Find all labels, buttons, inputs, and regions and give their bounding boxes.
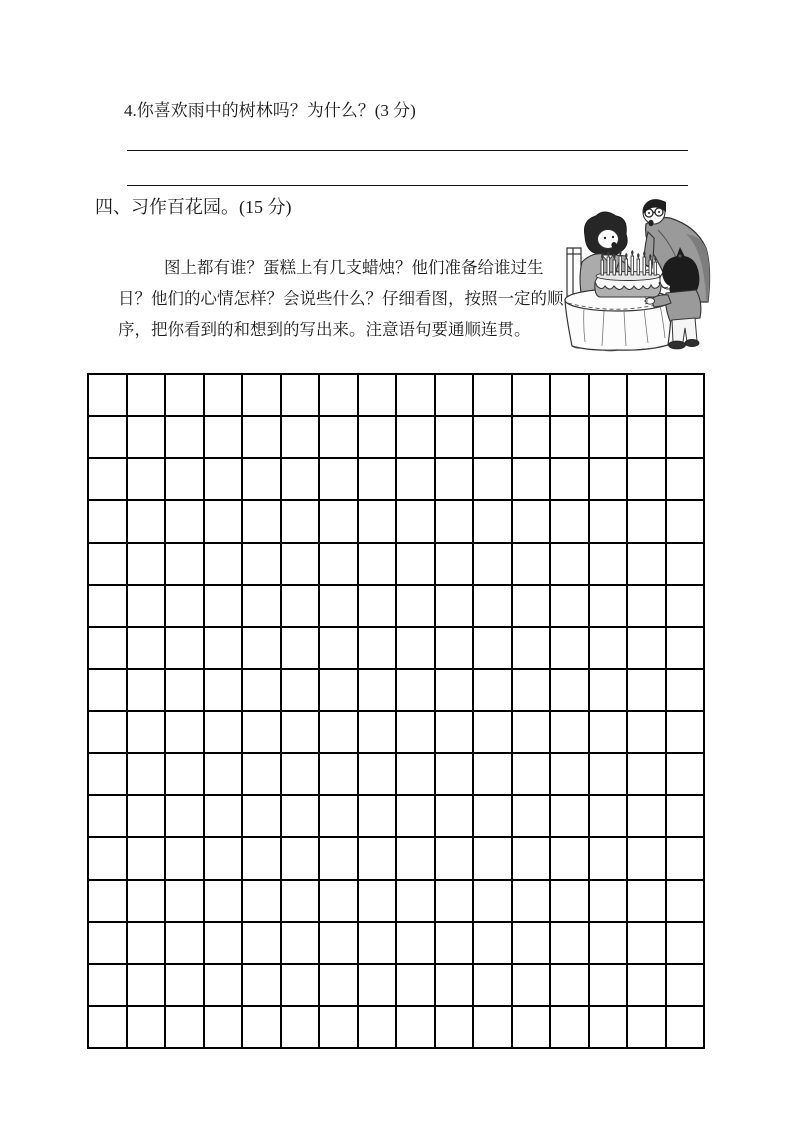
grid-cell bbox=[282, 881, 319, 921]
grid-cell bbox=[474, 459, 511, 499]
grid-cell bbox=[513, 838, 550, 878]
grid-cell bbox=[243, 459, 280, 499]
grid-cell bbox=[128, 796, 165, 836]
question-4-text: 4.你喜欢雨中的树林吗？为什么？(3 分) bbox=[124, 101, 416, 120]
grid-cell bbox=[89, 375, 126, 415]
grid-cell bbox=[590, 375, 627, 415]
grid-cell bbox=[513, 1007, 550, 1047]
grid-cell bbox=[667, 501, 704, 541]
grid-cell bbox=[551, 796, 588, 836]
grid-cell bbox=[359, 965, 396, 1005]
grid-cell bbox=[166, 838, 203, 878]
grid-cell bbox=[474, 417, 511, 457]
grid-cell bbox=[205, 586, 242, 626]
grid-cell bbox=[166, 965, 203, 1005]
grid-cell bbox=[205, 712, 242, 752]
grid-cell bbox=[397, 754, 434, 794]
grid-cell bbox=[205, 670, 242, 710]
grid-cell bbox=[436, 881, 473, 921]
grid-cell bbox=[551, 838, 588, 878]
grid-cell bbox=[359, 375, 396, 415]
grid-cell bbox=[667, 544, 704, 584]
grid-cell bbox=[320, 965, 357, 1005]
grid-cell bbox=[397, 670, 434, 710]
grid-cell bbox=[166, 881, 203, 921]
grid-cell bbox=[166, 670, 203, 710]
grid-cell bbox=[282, 501, 319, 541]
grid-cell bbox=[628, 417, 665, 457]
grid-cell bbox=[551, 965, 588, 1005]
grid-cell bbox=[590, 670, 627, 710]
grid-cell bbox=[320, 1007, 357, 1047]
grid-cell bbox=[243, 417, 280, 457]
grid-cell bbox=[513, 628, 550, 668]
grid-cell bbox=[89, 881, 126, 921]
grid-cell bbox=[166, 375, 203, 415]
grid-cell bbox=[551, 459, 588, 499]
grid-cell bbox=[513, 712, 550, 752]
grid-cell bbox=[282, 712, 319, 752]
grid-cell bbox=[89, 712, 126, 752]
grid-cell bbox=[128, 838, 165, 878]
grid-cell bbox=[89, 754, 126, 794]
grid-cell bbox=[397, 712, 434, 752]
grid-cell bbox=[320, 544, 357, 584]
grid-cell bbox=[590, 754, 627, 794]
grid-cell bbox=[590, 838, 627, 878]
instructions-paragraph bbox=[118, 252, 570, 345]
grid-cell bbox=[205, 628, 242, 668]
grid-cell bbox=[628, 628, 665, 668]
grid-cell bbox=[513, 544, 550, 584]
grid-cell bbox=[628, 670, 665, 710]
grid-cell bbox=[436, 628, 473, 668]
grid-cell bbox=[436, 375, 473, 415]
grid-cell bbox=[436, 796, 473, 836]
grid-cell bbox=[590, 586, 627, 626]
grid-cell bbox=[128, 881, 165, 921]
grid-cell bbox=[436, 838, 473, 878]
grid-cell bbox=[320, 670, 357, 710]
grid-cell bbox=[320, 375, 357, 415]
grid-cell bbox=[89, 838, 126, 878]
grid-cell bbox=[205, 796, 242, 836]
grid-cell bbox=[667, 796, 704, 836]
grid-cell bbox=[474, 544, 511, 584]
grid-cell bbox=[436, 544, 473, 584]
grid-cell bbox=[320, 796, 357, 836]
grid-cell bbox=[667, 586, 704, 626]
grid-cell bbox=[513, 923, 550, 963]
grid-cell bbox=[243, 501, 280, 541]
grid-cell bbox=[166, 923, 203, 963]
grid-cell bbox=[89, 965, 126, 1005]
grid-cell bbox=[397, 881, 434, 921]
grid-cell bbox=[243, 796, 280, 836]
grid-cell bbox=[128, 965, 165, 1005]
grid-cell bbox=[474, 923, 511, 963]
grid-cell bbox=[397, 838, 434, 878]
grid-cell bbox=[513, 754, 550, 794]
grid-cell bbox=[320, 712, 357, 752]
grid-cell bbox=[359, 796, 396, 836]
grid-cell bbox=[513, 459, 550, 499]
grid-cell bbox=[667, 712, 704, 752]
grid-cell bbox=[590, 923, 627, 963]
grid-cell bbox=[320, 881, 357, 921]
grid-cell bbox=[436, 965, 473, 1005]
grid-cell bbox=[436, 712, 473, 752]
grid-cell bbox=[436, 501, 473, 541]
grid-cell bbox=[513, 375, 550, 415]
grid-cell bbox=[320, 754, 357, 794]
grid-cell bbox=[89, 796, 126, 836]
grid-cell bbox=[205, 501, 242, 541]
grid-cell bbox=[513, 501, 550, 541]
grid-cell bbox=[590, 881, 627, 921]
grid-cell bbox=[436, 923, 473, 963]
grid-cell bbox=[551, 417, 588, 457]
grid-cell bbox=[436, 1007, 473, 1047]
grid-cell bbox=[128, 417, 165, 457]
grid-cell bbox=[282, 838, 319, 878]
grid-cell bbox=[282, 965, 319, 1005]
grid-cell bbox=[282, 796, 319, 836]
grid-cell bbox=[474, 796, 511, 836]
grid-cell bbox=[243, 544, 280, 584]
grid-cell bbox=[359, 544, 396, 584]
grid-cell bbox=[166, 628, 203, 668]
grid-cell bbox=[166, 586, 203, 626]
grid-cell bbox=[474, 501, 511, 541]
grid-cell bbox=[551, 923, 588, 963]
grid-cell bbox=[205, 881, 242, 921]
grid-cell bbox=[628, 965, 665, 1005]
grid-cell bbox=[667, 838, 704, 878]
grid-cell bbox=[667, 754, 704, 794]
grid-cell bbox=[89, 586, 126, 626]
grid-cell bbox=[320, 628, 357, 668]
grid-cell bbox=[166, 544, 203, 584]
grid-cell bbox=[551, 375, 588, 415]
grid-cell bbox=[320, 838, 357, 878]
grid-cell bbox=[205, 923, 242, 963]
grid-cell bbox=[282, 923, 319, 963]
grid-cell bbox=[282, 417, 319, 457]
grid-cell bbox=[128, 375, 165, 415]
grid-cell bbox=[397, 544, 434, 584]
grid-cell bbox=[128, 628, 165, 668]
grid-cell bbox=[243, 375, 280, 415]
grid-cell bbox=[89, 417, 126, 457]
grid-cell bbox=[628, 459, 665, 499]
grid-cell bbox=[397, 459, 434, 499]
instructions-line: 序，把你看到的和想到的写出来。注意语句要通顺连贯。 bbox=[118, 320, 531, 339]
grid-cell bbox=[243, 1007, 280, 1047]
grid-cell bbox=[551, 712, 588, 752]
grid-cell bbox=[474, 838, 511, 878]
grid-cell bbox=[551, 881, 588, 921]
grid-cell bbox=[359, 459, 396, 499]
grid-cell bbox=[628, 881, 665, 921]
section-title: 四、习作百花园。(15 分) bbox=[95, 197, 292, 217]
grid-cell bbox=[551, 501, 588, 541]
grid-cell bbox=[397, 501, 434, 541]
grid-cell bbox=[128, 586, 165, 626]
grid-cell bbox=[590, 1007, 627, 1047]
grid-cell bbox=[128, 923, 165, 963]
grid-cell bbox=[436, 417, 473, 457]
grid-cell bbox=[205, 375, 242, 415]
writing-grid bbox=[87, 373, 705, 1049]
grid-cell bbox=[590, 796, 627, 836]
grid-cell bbox=[166, 712, 203, 752]
grid-cell bbox=[590, 417, 627, 457]
grid-cell bbox=[590, 965, 627, 1005]
grid-cell bbox=[320, 586, 357, 626]
grid-cell bbox=[205, 754, 242, 794]
grid-cell bbox=[359, 417, 396, 457]
grid-cell bbox=[513, 417, 550, 457]
grid-cell bbox=[590, 501, 627, 541]
grid-cell bbox=[128, 544, 165, 584]
grid-cell bbox=[243, 754, 280, 794]
grid-cell bbox=[667, 459, 704, 499]
grid-cell bbox=[282, 754, 319, 794]
grid-cell bbox=[282, 586, 319, 626]
grid-cell bbox=[89, 1007, 126, 1047]
grid-cell bbox=[282, 459, 319, 499]
birthday-scene-illustration bbox=[558, 190, 712, 356]
grid-cell bbox=[436, 670, 473, 710]
grid-cell bbox=[667, 1007, 704, 1047]
grid-cell bbox=[282, 375, 319, 415]
grid-cell bbox=[89, 670, 126, 710]
grid-cell bbox=[89, 501, 126, 541]
grid-cell bbox=[205, 459, 242, 499]
grid-cell bbox=[166, 754, 203, 794]
grid-cell bbox=[590, 628, 627, 668]
grid-cell bbox=[282, 670, 319, 710]
grid-cell bbox=[166, 459, 203, 499]
grid-cell bbox=[551, 628, 588, 668]
grid-cell bbox=[667, 375, 704, 415]
grid-cell bbox=[513, 965, 550, 1005]
grid-cell bbox=[359, 628, 396, 668]
grid-cell bbox=[166, 501, 203, 541]
grid-cell bbox=[628, 375, 665, 415]
grid-cell bbox=[628, 754, 665, 794]
grid-cell bbox=[243, 923, 280, 963]
grid-cell bbox=[166, 1007, 203, 1047]
grid-cell bbox=[128, 754, 165, 794]
grid-cell bbox=[128, 501, 165, 541]
grid-cell bbox=[513, 796, 550, 836]
grid-cell bbox=[397, 375, 434, 415]
grid-cell bbox=[89, 628, 126, 668]
answer-line-1 bbox=[127, 150, 688, 151]
grid-cell bbox=[474, 1007, 511, 1047]
grid-cell bbox=[474, 965, 511, 1005]
grid-cell bbox=[128, 459, 165, 499]
grid-cell bbox=[320, 923, 357, 963]
grid-cell bbox=[397, 586, 434, 626]
grid-cell bbox=[205, 544, 242, 584]
grid-cell bbox=[166, 417, 203, 457]
grid-cell bbox=[667, 923, 704, 963]
grid-cell bbox=[628, 544, 665, 584]
grid-cell bbox=[205, 965, 242, 1005]
grid-cell bbox=[397, 628, 434, 668]
answer-line-2 bbox=[127, 185, 688, 186]
grid-cell bbox=[474, 586, 511, 626]
grid-cell bbox=[282, 628, 319, 668]
grid-cell bbox=[628, 586, 665, 626]
grid-cell bbox=[128, 712, 165, 752]
grid-cell bbox=[667, 881, 704, 921]
grid-cell bbox=[590, 712, 627, 752]
grid-cell bbox=[359, 670, 396, 710]
grid-cell bbox=[320, 459, 357, 499]
grid-cell bbox=[436, 586, 473, 626]
grid-cell bbox=[89, 923, 126, 963]
grid-cell bbox=[474, 754, 511, 794]
grid-cell bbox=[89, 459, 126, 499]
grid-cell bbox=[359, 712, 396, 752]
grid-cell bbox=[205, 1007, 242, 1047]
grid-cell bbox=[474, 375, 511, 415]
grid-cell bbox=[320, 417, 357, 457]
grid-cell bbox=[474, 712, 511, 752]
grid-cell bbox=[89, 544, 126, 584]
grid-cell bbox=[243, 586, 280, 626]
grid-cell bbox=[667, 628, 704, 668]
grid-cell bbox=[128, 1007, 165, 1047]
grid-cell bbox=[667, 670, 704, 710]
grid-cell bbox=[667, 965, 704, 1005]
grid-cell bbox=[397, 923, 434, 963]
grid-cell bbox=[513, 586, 550, 626]
grid-cell bbox=[243, 881, 280, 921]
grid-cell bbox=[128, 670, 165, 710]
grid-cell bbox=[590, 459, 627, 499]
grid-cell bbox=[397, 965, 434, 1005]
grid-cell bbox=[436, 459, 473, 499]
grid-cell bbox=[397, 796, 434, 836]
grid-cell bbox=[243, 838, 280, 878]
grid-cell bbox=[551, 544, 588, 584]
grid-cell bbox=[513, 670, 550, 710]
grid-cell bbox=[474, 628, 511, 668]
grid-cell bbox=[359, 881, 396, 921]
grid-cell bbox=[359, 838, 396, 878]
grid-cell bbox=[628, 712, 665, 752]
grid-cell bbox=[397, 1007, 434, 1047]
grid-cell bbox=[282, 1007, 319, 1047]
grid-cell bbox=[243, 712, 280, 752]
grid-cell bbox=[359, 501, 396, 541]
grid-cell bbox=[436, 754, 473, 794]
grid-cell bbox=[243, 965, 280, 1005]
grid-cell bbox=[628, 923, 665, 963]
instructions-line: 图上都有谁？蛋糕上有几支蜡烛？他们准备给谁过生 bbox=[164, 258, 544, 277]
grid-cell bbox=[359, 923, 396, 963]
grid-cell bbox=[551, 754, 588, 794]
grid-cell bbox=[628, 501, 665, 541]
grid-cell bbox=[667, 417, 704, 457]
grid-cell bbox=[513, 881, 550, 921]
grid-cell bbox=[551, 670, 588, 710]
grid-cell bbox=[205, 838, 242, 878]
grid-cell bbox=[590, 544, 627, 584]
grid-cell bbox=[474, 670, 511, 710]
grid-cell bbox=[628, 1007, 665, 1047]
grid-cell bbox=[474, 881, 511, 921]
grid-cell bbox=[320, 501, 357, 541]
grid-cell bbox=[628, 838, 665, 878]
grid-cell bbox=[359, 586, 396, 626]
grid-cell bbox=[205, 417, 242, 457]
grid-cell bbox=[359, 754, 396, 794]
grid-cell bbox=[551, 1007, 588, 1047]
grid-cell bbox=[551, 586, 588, 626]
grid-cell bbox=[243, 628, 280, 668]
instructions-line: 日？他们的心情怎样？会说些什么？仔细看图，按照一定的顺 bbox=[118, 289, 564, 308]
grid-cell bbox=[243, 670, 280, 710]
grid-cell bbox=[628, 796, 665, 836]
grid-cell bbox=[166, 796, 203, 836]
grid-cell bbox=[359, 1007, 396, 1047]
grid-cell bbox=[397, 417, 434, 457]
grid-cell bbox=[282, 544, 319, 584]
